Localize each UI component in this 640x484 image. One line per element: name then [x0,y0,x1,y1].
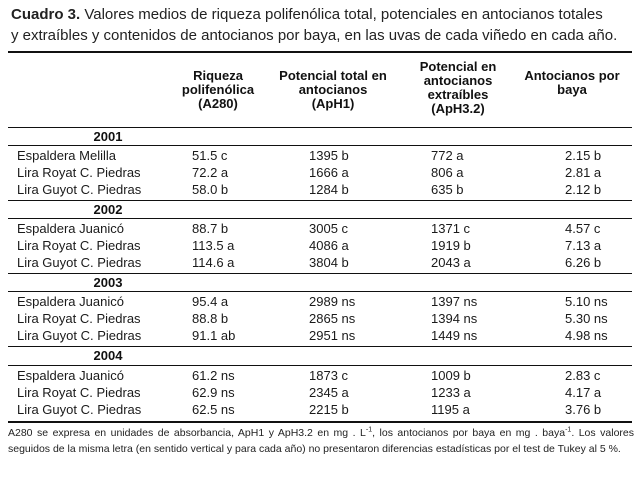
cell-antocianos-baya: 2.81 a [565,165,602,180]
cell-riqueza: 114.6 a [192,255,235,270]
cell-potencial-extraible: 1195 a [431,402,470,417]
table-row [8,310,632,327]
cell-vinedo: Espaldera Juanicó [17,294,124,309]
cell-antocianos-baya: 2.83 c [565,368,601,383]
header-riqueza-line: polifenólica [181,82,255,97]
cell-potencial-extraible: 1397 ns [431,294,478,309]
cell-potencial-extraible: 2043 a [431,255,471,270]
table-row [8,164,632,181]
cell-riqueza: 113.5 a [192,238,235,253]
cell-potencial-extraible: 772 a [431,148,464,163]
header-potencial-extraible-line: (ApH3.2) [431,101,485,116]
table-footnote [8,425,634,457]
cell-antocianos-baya: 4.17 a [565,385,602,400]
header-potencial-total-line: Potencial total en [279,68,387,83]
year-rule [8,145,632,146]
caption-line-1 [11,4,631,25]
table-row [8,181,632,198]
cell-antocianos-baya: 2.15 b [565,148,602,163]
table-row [8,254,632,271]
cell-potencial-extraible: 635 b [431,182,464,197]
cell-potencial-extraible: 1394 ns [431,311,478,326]
cell-potencial-total: 4086 a [309,238,349,253]
cell-vinedo: Lira Guyot C. Piedras [17,328,142,343]
cell-potencial-total: 2345 a [309,385,349,400]
cell-riqueza: 88.8 b [192,311,229,326]
header-potencial-extraible-line: extraíbles [427,87,489,102]
year-label: 2004 [93,348,123,363]
header-potencial-total-line: (ApH1) [311,96,355,111]
header-antocianos-baya [512,69,632,97]
footnote-text: A280 se expresa en unidades de absorbancia, ApH1 y ApH3.2 en mg . L [8,427,366,439]
cell-vinedo: Espaldera Juanicó [17,221,124,236]
cell-potencial-extraible: 1449 ns [431,328,478,343]
year-rule [8,218,632,219]
cell-potencial-total: 1873 c [309,368,349,383]
cell-antocianos-baya: 5.10 ns [565,294,608,309]
cell-potencial-total: 2215 b [309,402,349,417]
cell-riqueza: 88.7 b [192,221,229,236]
cell-potencial-total: 2989 ns [309,294,356,309]
year-rule [8,365,632,366]
table-row [8,220,632,237]
cell-potencial-extraible: 1371 c [431,221,471,236]
group-rule [8,273,632,274]
year-label: 2003 [93,275,123,290]
group-rule [8,200,632,201]
header-antocianos-baya-line: baya [557,82,587,97]
cell-potencial-total: 2951 ns [309,328,356,343]
cell-vinedo: Lira Royat C. Piedras [17,311,141,326]
caption-text-2: y extraíbles y contenidos de antocianos por baya, en las uvas de cada viñedo en cada año. [11,27,618,44]
cell-vinedo: Espaldera Melilla [17,148,116,163]
cell-potencial-extraible: 1919 b [431,238,471,253]
caption-label: Cuadro 3. [11,6,81,23]
group-rule [8,346,632,347]
year-label: 2001 [93,129,123,144]
footnote-superscript: -1 [365,426,373,434]
cell-antocianos-baya: 3.76 b [565,402,602,417]
cell-potencial-total: 1284 b [309,182,349,197]
cell-vinedo: Espaldera Juanicó [17,368,124,383]
table-row [8,401,632,418]
header-antocianos-baya-line: Antocianos por [524,68,620,83]
cell-antocianos-baya: 4.98 ns [565,328,608,343]
cell-vinedo: Lira Guyot C. Piedras [17,255,142,270]
cell-potencial-extraible: 1233 a [431,385,471,400]
header-riqueza-line: Riqueza [193,68,243,83]
top-rule [8,51,632,53]
header-rule [8,127,632,128]
cell-potencial-extraible: 1009 b [431,368,471,383]
cell-antocianos-baya: 7.13 a [565,238,602,253]
cell-antocianos-baya: 2.12 b [565,182,602,197]
cell-antocianos-baya: 4.57 c [565,221,601,236]
cell-potencial-total: 3804 b [309,255,349,270]
cell-riqueza: 91.1 ab [192,328,236,343]
cell-riqueza: 95.4 a [192,294,229,309]
header-riqueza-line: (A280) [198,96,238,111]
cell-potencial-total: 1666 a [309,165,349,180]
table-row [8,293,632,310]
cell-riqueza: 62.9 ns [192,385,235,400]
cell-antocianos-baya: 6.26 b [565,255,602,270]
table-row [8,327,632,344]
cell-potencial-extraible: 806 a [431,165,464,180]
footnote-superscript: -1 [565,426,572,434]
cell-riqueza: 51.5 c [192,148,228,163]
cell-antocianos-baya: 5.30 ns [565,311,608,326]
header-potencial-total [268,69,398,111]
cell-vinedo: Lira Royat C. Piedras [17,238,141,253]
footnote-text: . Los valores seguidos de la misma letra (en sentido vertical y para cada año) no presentaron diferencias estadísticas por el test de Tukey al 5 %. [8,427,634,455]
header-potencial-total-line: antocianos [298,82,368,97]
header-potencial-extraible-line: Potencial en [419,59,497,74]
table-caption [11,4,631,46]
table-row [8,237,632,254]
table-row [8,384,632,401]
bottom-rule [8,421,632,423]
header-riqueza [158,69,278,111]
caption-text-1: Valores medios de riqueza polifenólica total, potenciales en antocianos totales [84,6,603,23]
cell-vinedo: Lira Guyot C. Piedras [17,402,142,417]
cell-potencial-total: 3005 c [309,221,349,236]
table-row [8,367,632,384]
header-potencial-extraible-line: antocianos [423,73,493,88]
header-potencial-extraible [398,60,518,116]
cell-potencial-total: 2865 ns [309,311,356,326]
table-row [8,147,632,164]
cell-vinedo: Lira Guyot C. Piedras [17,182,142,197]
cell-riqueza: 62.5 ns [192,402,235,417]
footnote-text: , los antocianos por baya en mg . baya [372,427,566,439]
cell-vinedo: Lira Royat C. Piedras [17,385,141,400]
cell-vinedo: Lira Royat C. Piedras [17,165,141,180]
cell-riqueza: 58.0 b [192,182,229,197]
cell-potencial-total: 1395 b [309,148,349,163]
year-rule [8,291,632,292]
cell-riqueza: 61.2 ns [192,368,235,383]
cell-riqueza: 72.2 a [192,165,229,180]
year-label: 2002 [93,202,123,217]
